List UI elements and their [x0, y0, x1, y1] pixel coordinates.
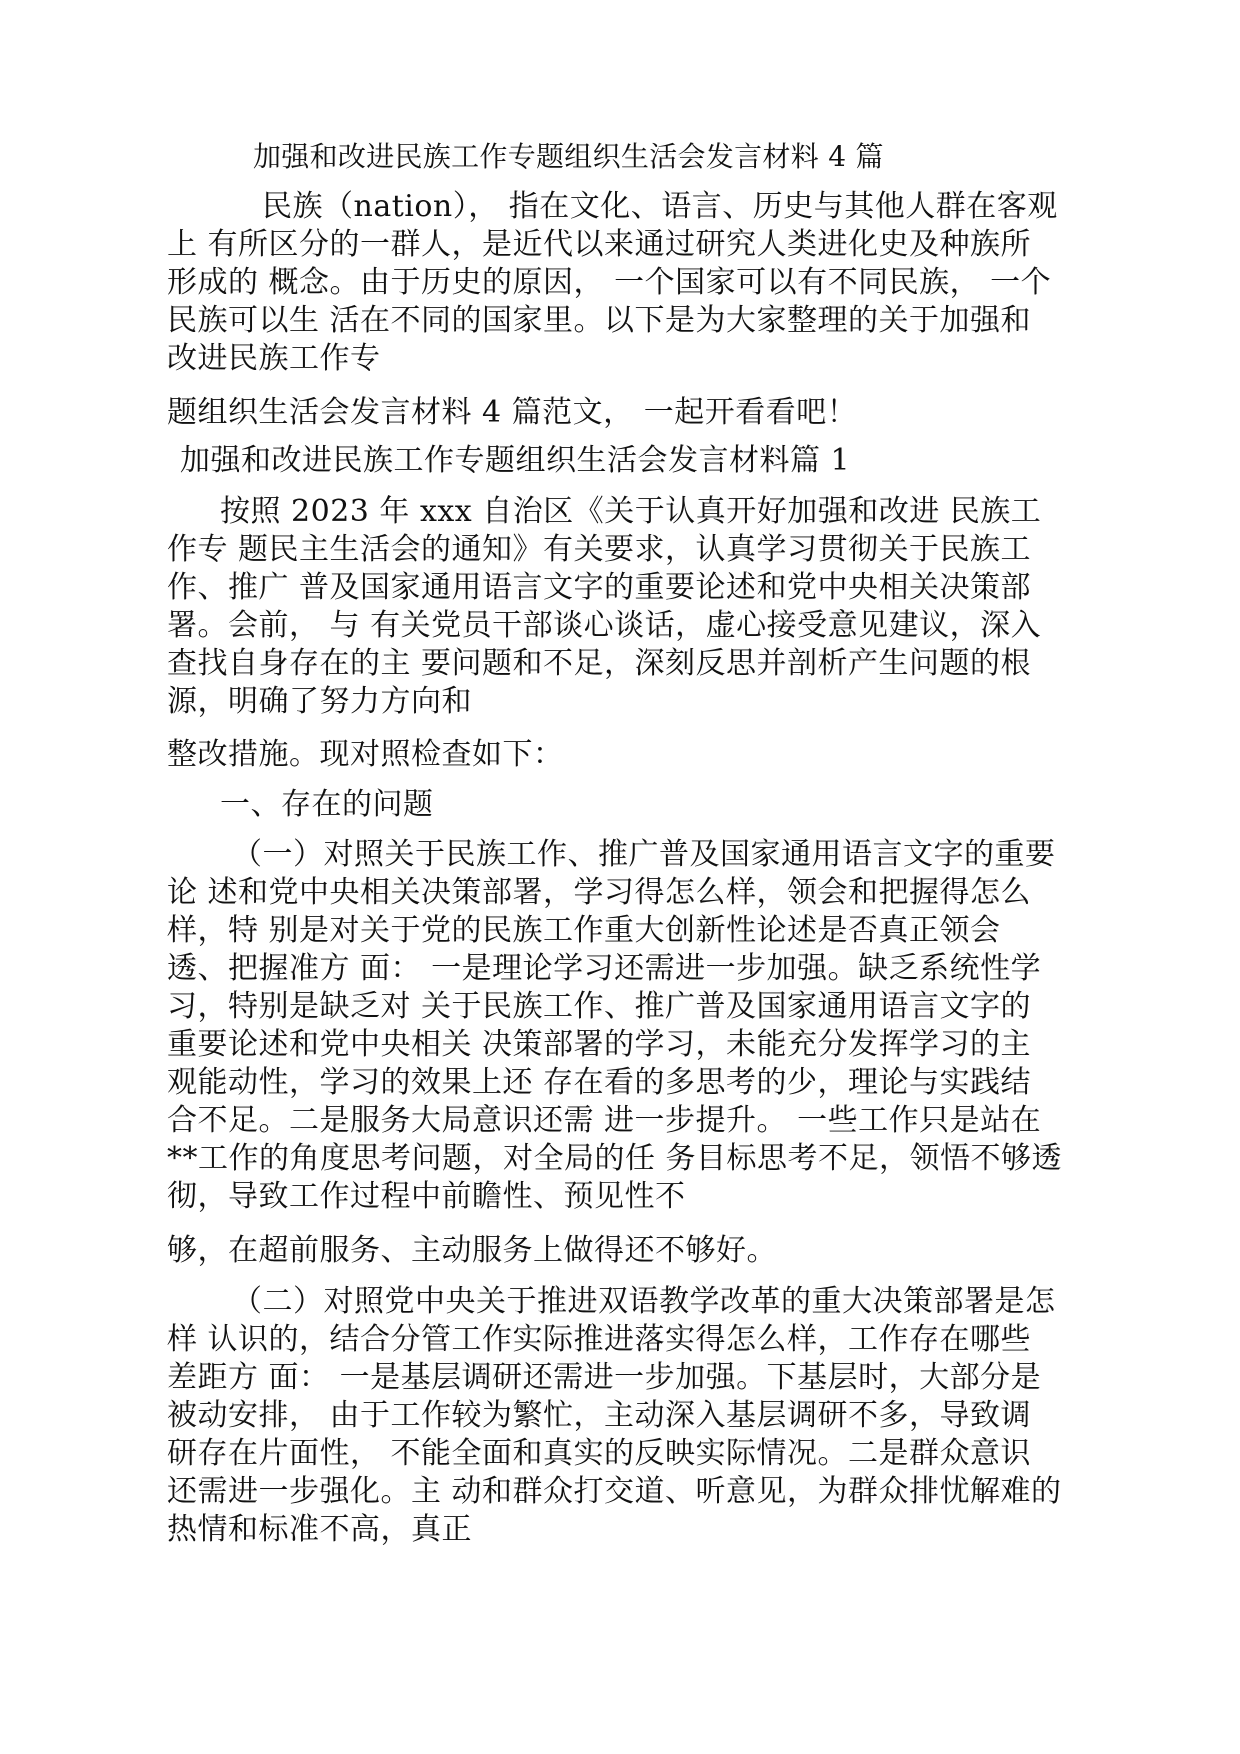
- problem-2-line: 还需进一步强化。主 动和群众打交道、听意见，为群众排忧解难的: [167, 1474, 1062, 1509]
- problem-2-line: 差距方 面： 一是基层调研还需进一步加强。下基层时，大部分是: [167, 1360, 1042, 1395]
- problem-2-line: 研存在片面性， 不能全面和真实的反映实际情况。二是群众意识: [167, 1436, 1032, 1471]
- section-title: 加强和改进民族工作专题组织生活会发言材料篇 1: [180, 443, 851, 478]
- problem-1-line: 透、把握准方 面： 一是理论学习还需进一步加强。缺乏系统性学: [167, 951, 1042, 986]
- problem-2-line: （二）对照党中央关于推进双语教学改革的重大决策部署是怎: [232, 1284, 1056, 1319]
- problem-2-line: 被动安排， 由于工作较为繁忙，主动深入基层调研不多，导致调: [167, 1398, 1032, 1433]
- problem-2-line: 热情和标准不高，真正: [167, 1512, 472, 1547]
- problem-1-line: 样，特 别是对关于党的民族工作重大创新性论述是否真正领会: [167, 913, 1001, 948]
- heading-problems: 一、存在的问题: [220, 787, 434, 822]
- intro-line: 题组织生活会发言材料 4 篇范文， 一起开看看吧！: [167, 395, 858, 430]
- problem-1-line: **工作的角度思考问题，对全局的任 务目标思考不足，领悟不够透: [167, 1141, 1063, 1176]
- body-line: 按照 2023 年 xxx 自治区《关于认真开好加强和改进 民族工: [220, 494, 1042, 529]
- problem-1-line: 重要论述和党中央相关 决策部署的学习，未能充分发挥学习的主: [167, 1027, 1032, 1062]
- problem-1-line: 观能动性，学习的效果上还 存在看的多思考的少，理论与实践结: [167, 1065, 1032, 1100]
- problem-2-line: 样 认识的，结合分管工作实际推进落实得怎么样，工作存在哪些: [167, 1322, 1032, 1357]
- body-line: 署。会前， 与 有关党员干部谈心谈话，虚心接受意见建议，深入: [167, 608, 1042, 643]
- problem-1-line: 够，在超前服务、主动服务上做得还不够好。: [167, 1233, 777, 1268]
- intro-line: 上 有所区分的一群人，是近代以来通过研究人类进化史及种族所: [167, 227, 1032, 262]
- body-line: 整改措施。现对照检查如下：: [167, 737, 564, 772]
- document-title: 加强和改进民族工作专题组织生活会发言材料 4 篇: [253, 140, 884, 173]
- intro-line: 民族可以生 活在不同的国家里。以下是为大家整理的关于加强和: [167, 303, 1032, 338]
- body-line: 查找自身存在的主 要问题和不足，深刻反思并剖析产生问题的根: [167, 646, 1032, 681]
- body-line: 作专 题民主生活会的通知》有关要求，认真学习贯彻关于民族工: [167, 532, 1032, 567]
- problem-1-line: （一）对照关于民族工作、推广普及国家通用语言文字的重要: [232, 837, 1056, 872]
- intro-line: 民族（nation）， 指在文化、语言、历史与其他人群在客观: [262, 189, 1058, 224]
- problem-1-line: 论 述和党中央相关决策部署，学习得怎么样，领会和把握得怎么: [167, 875, 1032, 910]
- intro-line: 改进民族工作专: [167, 341, 381, 376]
- problem-1-line: 彻，导致工作过程中前瞻性、预见性不: [167, 1179, 686, 1214]
- problem-1-line: 合不足。二是服务大局意识还需 进一步提升。 一些工作只是站在: [167, 1103, 1042, 1138]
- problem-1-line: 习，特别是缺乏对 关于民族工作、推广普及国家通用语言文字的: [167, 989, 1032, 1024]
- body-line: 源，明确了努力方向和: [167, 684, 472, 719]
- intro-line: 形成的 概念。由于历史的原因， 一个国家可以有不同民族， 一个: [167, 265, 1052, 300]
- body-line: 作、推广 普及国家通用语言文字的重要论述和党中央相关决策部: [167, 570, 1032, 605]
